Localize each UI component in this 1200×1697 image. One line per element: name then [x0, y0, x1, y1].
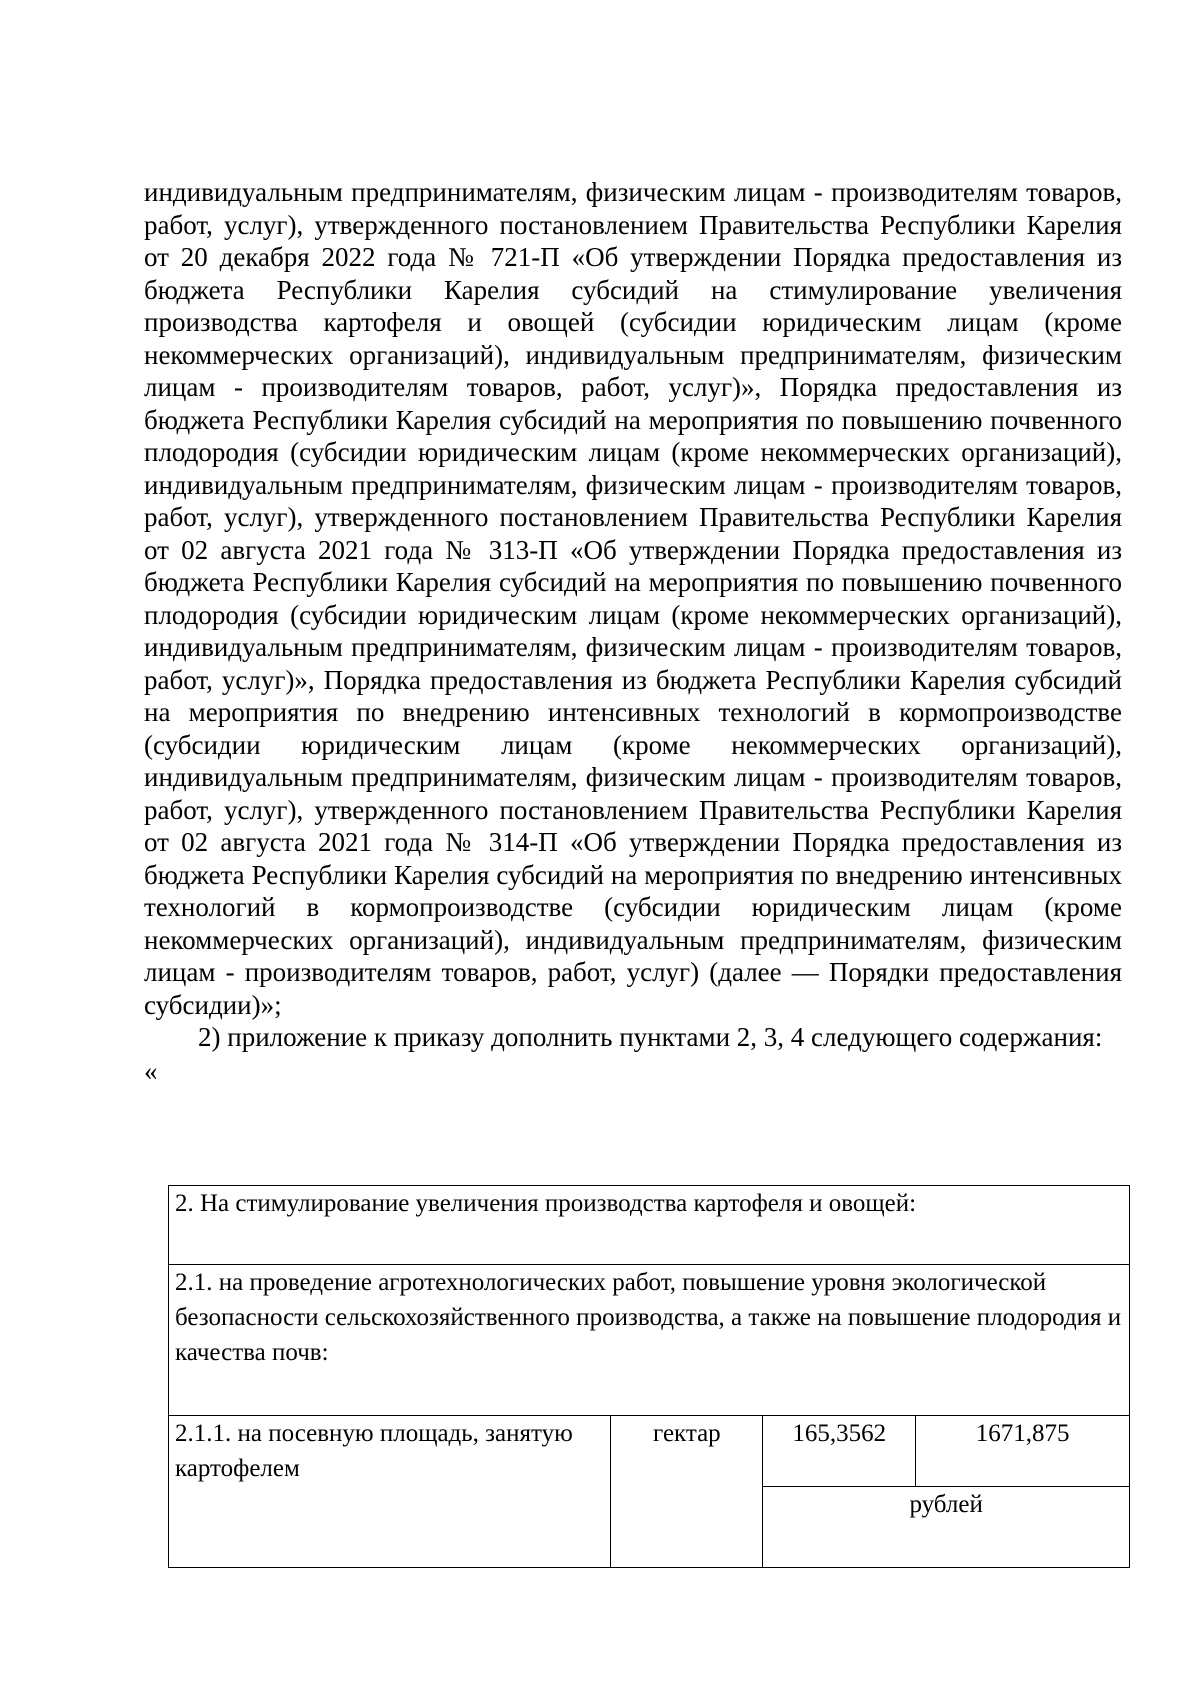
table-row	[169, 1186, 1130, 1265]
subsidy-table	[168, 1185, 1130, 1568]
table-row	[169, 1265, 1130, 1416]
section-heading-cell: 2. На стимулирование увеличения производства картофеля и овощей:	[169, 1186, 1130, 1265]
subsection-heading-cell: 2.1. на проведение агротехнологических работ, повышение уровня экологической безопасности сельскохозяйственного производства, а также на повышение плодородия и качества почв:	[169, 1265, 1130, 1416]
value1-cell: 165,3562	[763, 1416, 916, 1487]
unit-cell: гектар	[611, 1416, 763, 1568]
item-name-cell: 2.1.1. на посевную площадь, занятую картофелем	[169, 1416, 611, 1568]
body-paragraph-1: индивидуальным предпринимателям, физическим лицам - производителям товаров, работ, услуг), утвержденного постановлением Правительства Республики Карелия от 20 декабря 2022 года № 721-П «Об утверждении Порядка предоставления из бюджета Республики Карелия субсидий на стимулирование увеличения производства картофеля и овощей (субсидии юридическим лицам (кроме некоммерческих организаций), индивидуальным предпринимателям, физическим лицам - производителям товаров, работ, услуг)», Порядка предоставления из бюджета Республики Карелия субсидий на мероприятия по повышению почвенного плодородия (субсидии юридическим лицам (кроме некоммерческих организаций), индивидуальным предпринимателям, физическим лицам - производителям товаров, работ, услуг), утвержденного постановлением Правительства Республики Карелия от 02 августа 2021 года № 313-П «Об утверждении Порядка предоставления из бюджета Республики Карелия субсидий на мероприятия по повышению почвенного плодородия (субсидии юридическим лицам (кроме некоммерческих организаций), индивидуальным предпринимателям, физическим лицам - производителям товаров, работ, услуг)», Порядка предоставления из бюджета Республики Карелия субсидий на мероприятия по внедрению интенсивных технологий в кормопроизводстве (субсидии юридическим лицам (кроме некоммерческих организаций), индивидуальным предпринимателям, физическим лицам - производителям товаров, работ, услуг), утвержденного постановлением Правительства Республики Карелия от 02 августа 2021 года № 314-П «Об утверждении Порядка предоставления из бюджета Республики Карелия субсидий на мероприятия по внедрению интенсивных технологий в кормопроизводстве (субсидии юридическим лицам (кроме некоммерческих организаций), индивидуальным предпринимателям, физическим лицам - производителям товаров, работ, услуг) (далее — Порядки предоставления субсидии)»;	[144, 177, 1122, 1020]
body-paragraph-2: 2) приложение к приказу дополнить пунктами 2, 3, 4 следующего содержания:	[198, 1022, 1103, 1052]
document-page	[144, 176, 1122, 1086]
opening-quote: «	[144, 1055, 158, 1086]
table-row	[169, 1416, 1130, 1487]
value2-cell: 1671,875	[916, 1416, 1130, 1487]
currency-cell: рублей	[763, 1487, 1130, 1568]
